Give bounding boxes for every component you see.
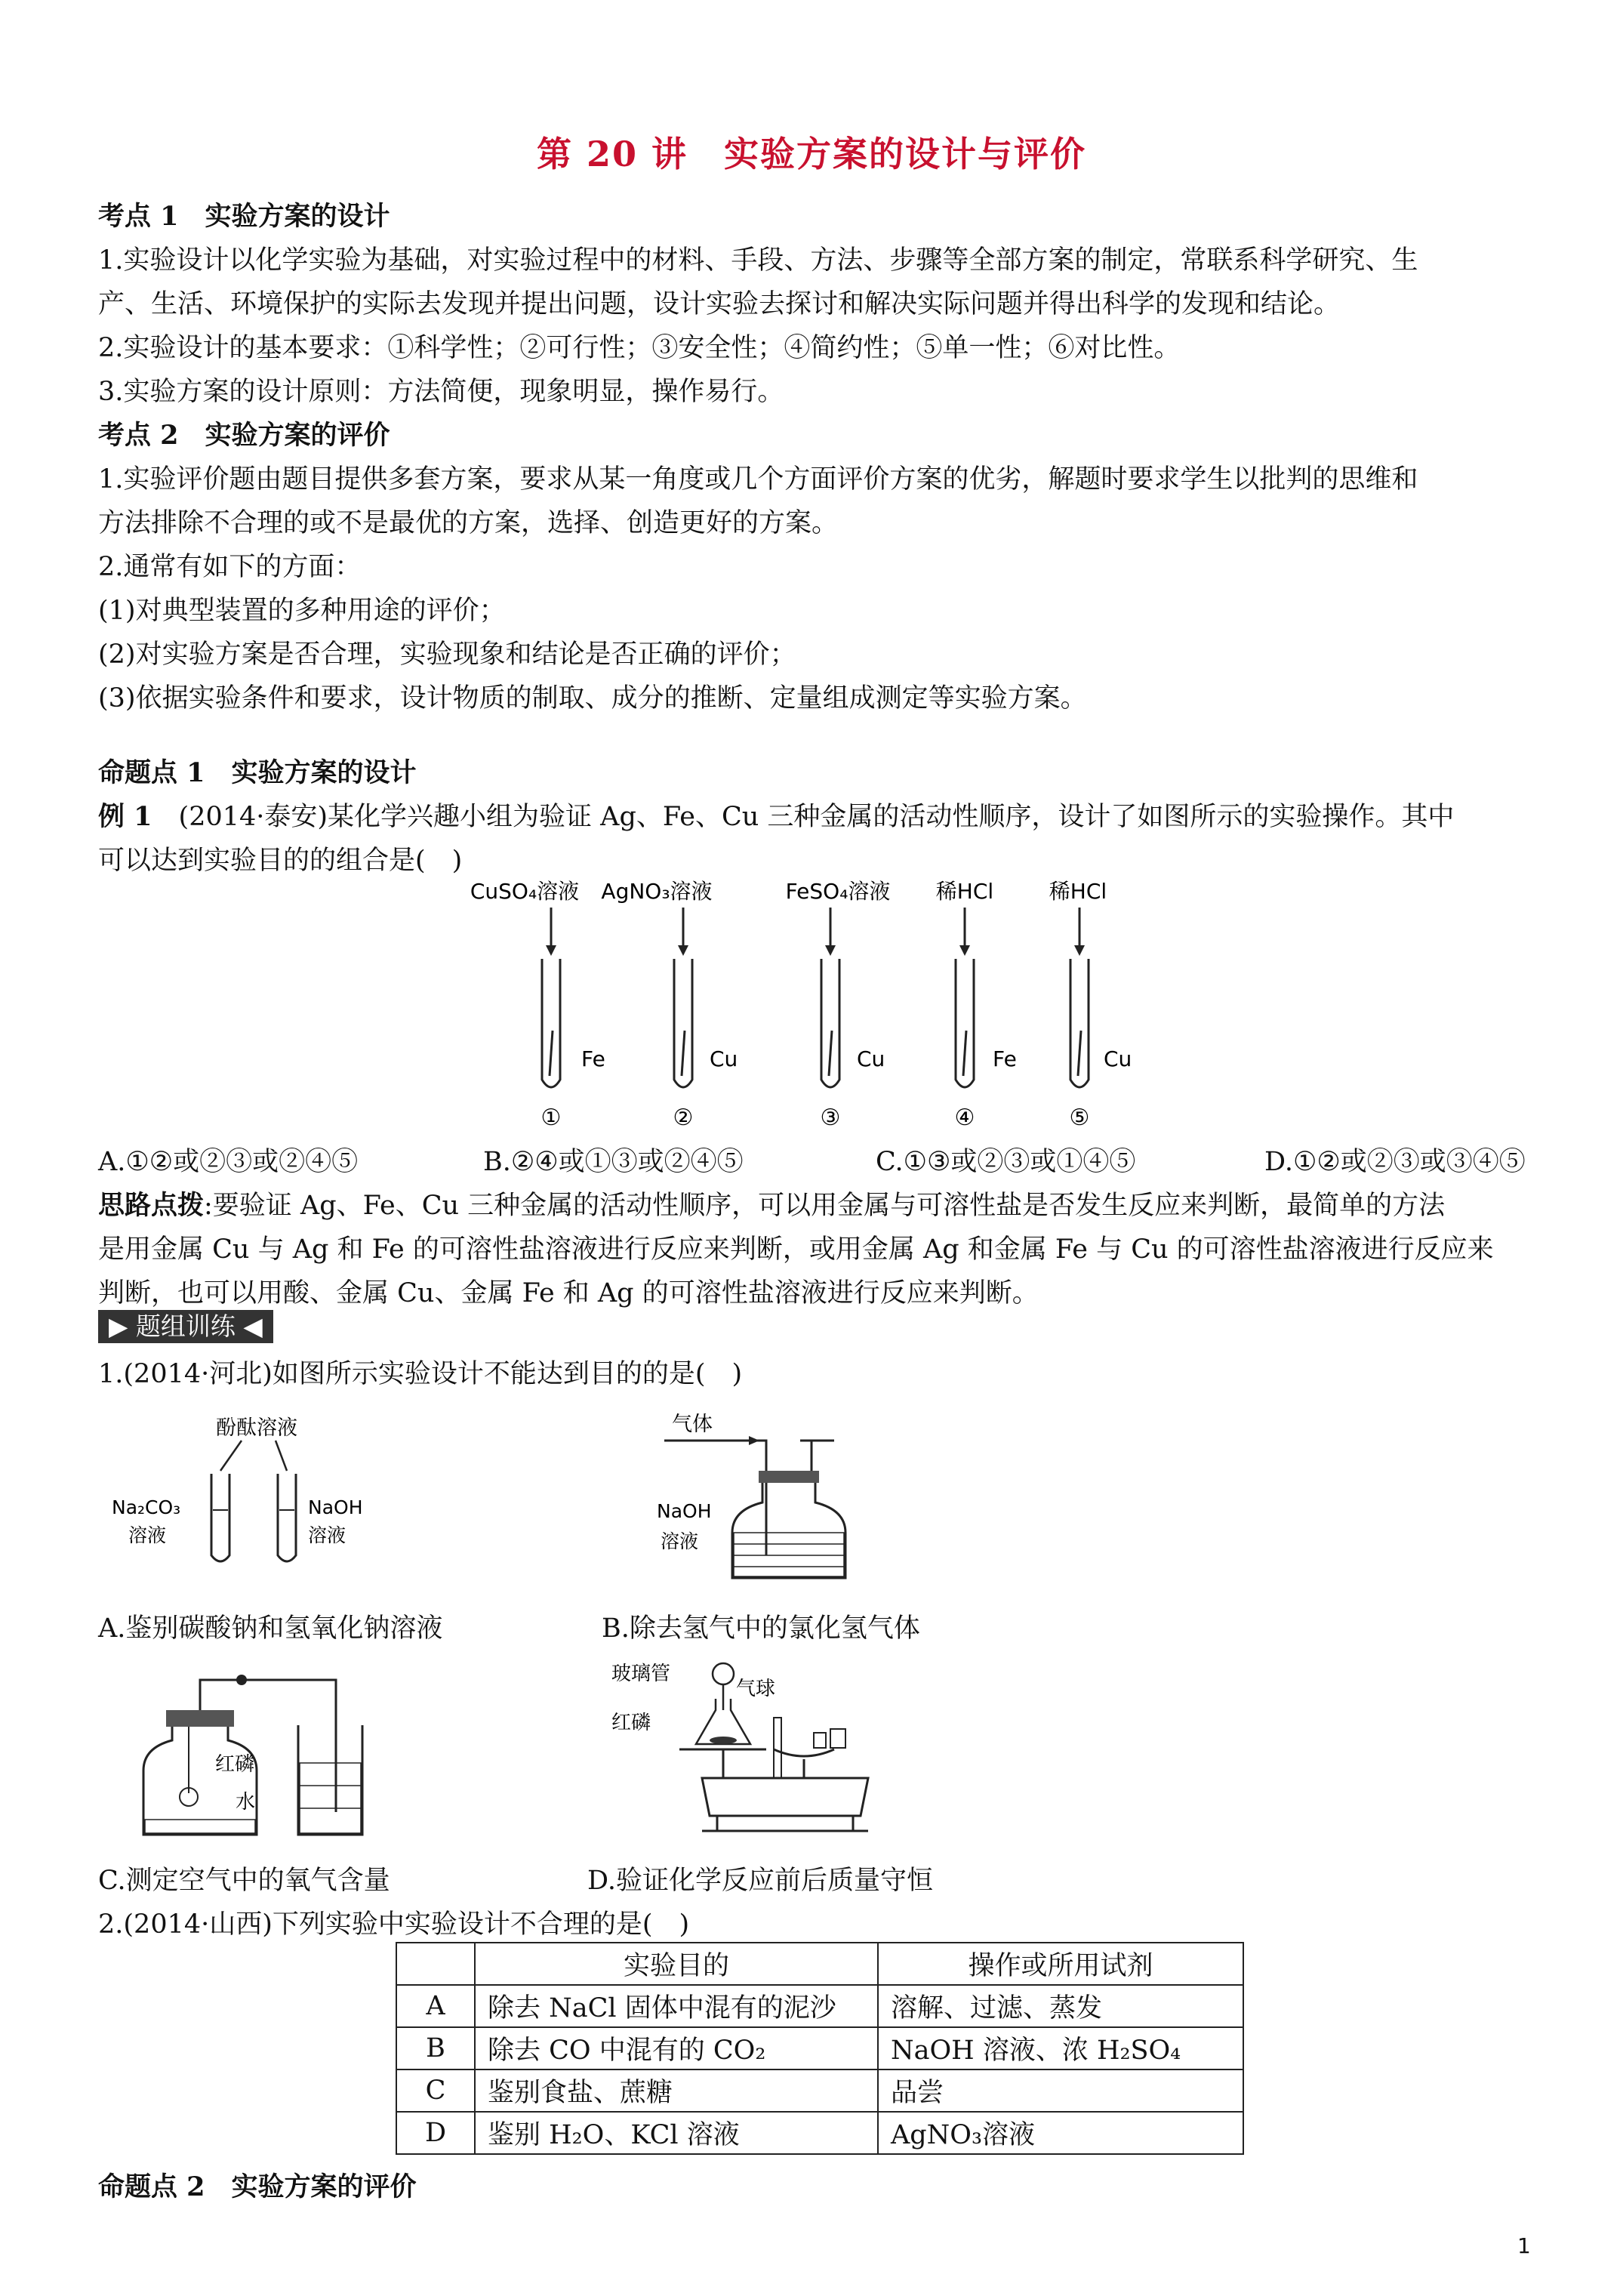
test-tube-1 (470, 879, 605, 1131)
test-tube-5 (1049, 879, 1132, 1131)
question-option-c: C.测定空气中的氧气含量 (98, 1866, 390, 1896)
question-option-a: A.鉴别碳酸钠和氢氧化钠溶液 (98, 1613, 443, 1644)
table-cell: NaOH 溶液、浓 H₂SO₄ (878, 2027, 1243, 2069)
section-heading-mtd2: 命题点 2 实验方案的评价 (98, 2171, 417, 2202)
table-cell: 鉴别食盐、蔗糖 (475, 2069, 878, 2112)
table-header-cell: 实验目的 (475, 1943, 878, 1985)
table-cell: 鉴别 H₂O、KCl 溶液 (475, 2112, 878, 2154)
paragraph-line: 1.实验评价题由题目提供多套方案，要求从某一角度或几个方面评价方案的优劣，解题时要求学生以批判的思维和 (98, 464, 1418, 495)
tube-number: ③ (820, 1105, 841, 1131)
table-header-cell (396, 1943, 475, 1985)
figure-a-right-label-2: 溶液 (308, 1524, 346, 1546)
paragraph-line: (1)对典型装置的多种用途的评价； (98, 596, 506, 626)
option-b: B.②④或①③或②④⑤ (483, 1147, 744, 1177)
table-row (396, 1985, 1243, 2027)
figure-d-tube-label: 玻璃管 (611, 1663, 671, 1685)
section-heading-mtd1: 命题点 1 实验方案的设计 (98, 757, 417, 788)
example-label: 例 1 (98, 801, 152, 832)
hint-label: 思路点拨 (98, 1190, 205, 1221)
figure-c-phosphorus-label: 红磷 (215, 1753, 255, 1776)
example-question-line: 可以达到实验目的的组合是( ) (98, 846, 463, 876)
tube-reagent-label: 稀HCl (935, 879, 994, 904)
paragraph-line: 2.实验设计的基本要求：①科学性；②可行性；③安全性；④简约性；⑤单一性；⑥对比性。 (98, 333, 1181, 363)
table-cell: D (396, 2112, 475, 2154)
tube-metal-label: Cu (857, 1046, 885, 1071)
figure-d-balloon-label: 气球 (736, 1678, 776, 1700)
figure-d-phosphorus-label: 红磷 (611, 1712, 651, 1734)
tube-reagent-label: FeSO₄溶液 (785, 879, 891, 904)
figure-d-mass-conservation (611, 1657, 898, 1838)
figure-b-solution-label: NaOH (657, 1500, 712, 1522)
tube-number: ④ (954, 1105, 975, 1131)
figure-a-right-label: NaOH (308, 1496, 363, 1518)
option-a: A.①②或②③或②④⑤ (98, 1147, 359, 1177)
question-stem: 1.(2014·河北)如图所示实验设计不能达到目的的是( ) (98, 1359, 743, 1389)
paragraph-line: 1.实验设计以化学实验为基础，对实验过程中的材料、手段、方法、步骤等全部方案的制定，常联系科学研究、生 (98, 245, 1418, 276)
table-cell: 除去 CO 中混有的 CO₂ (475, 2027, 878, 2069)
test-tubes-figure (470, 876, 1178, 1133)
page-title: 第 20 讲 实验方案的设计与评价 (536, 134, 1087, 174)
table-row (396, 2027, 1243, 2069)
question-2-table (396, 1942, 1244, 2155)
table-cell: A (396, 1985, 475, 2027)
test-tube-2 (601, 879, 738, 1131)
option-c: C.①③或②③或①④⑤ (876, 1147, 1136, 1177)
figure-b-gas-washing-bottle (649, 1404, 876, 1589)
table-cell: 溶解、过滤、蒸发 (878, 1985, 1243, 2027)
option-d: D.①②或②③或③④⑤ (1264, 1147, 1526, 1177)
paragraph-line: 3.实验方案的设计原则：方法简便，现象明显，操作易行。 (98, 377, 784, 407)
tube-reagent-label: CuSO₄溶液 (470, 879, 580, 904)
table-cell: C (396, 2069, 475, 2112)
tube-metal-label: Fe (993, 1046, 1017, 1071)
paragraph-line: 产、生活、环境保护的实际去发现并提出问题，设计实验去探讨和解决实际问题并得出科学的发现和结论。 (98, 289, 1341, 319)
figure-a-left-label: Na₂CO₃ (112, 1496, 181, 1518)
example-question-line (98, 795, 1532, 839)
tube-metal-label: Cu (1104, 1046, 1132, 1071)
table-cell: AgNO₃溶液 (878, 2112, 1243, 2154)
table-cell: 品尝 (878, 2069, 1243, 2112)
question-option-d: D.验证化学反应前后质量守恒 (587, 1866, 933, 1896)
hint-line: 判断，也可以用酸、金属 Cu、金属 Fe 和 Ag 的可溶性盐溶液进行反应来判断。 (98, 1278, 1039, 1308)
figure-c-oxygen-measurement (136, 1665, 370, 1838)
section-heading-kp1: 考点 1 实验方案的设计 (98, 201, 390, 232)
table-cell: B (396, 2027, 475, 2069)
page-number: 1 (1517, 2233, 1531, 2258)
figure-a-left-label-2: 溶液 (128, 1524, 167, 1546)
table-header-row (396, 1943, 1243, 1985)
tube-number: ⑤ (1069, 1105, 1090, 1131)
tube-reagent-label: AgNO₃溶液 (601, 879, 713, 904)
figure-a-top-label: 酚酞溶液 (216, 1416, 297, 1440)
tube-metal-label: Fe (581, 1046, 605, 1071)
tube-metal-label: Cu (710, 1046, 738, 1071)
section-heading-kp2: 考点 2 实验方案的评价 (98, 420, 390, 451)
training-tag-label: 题组训练 (135, 1311, 236, 1341)
table-cell: 除去 NaCl 固体中混有的泥沙 (475, 1985, 878, 2027)
paragraph-line: (3)依据实验条件和要求，设计物质的制取、成分的推断、定量组成测定等实验方案。 (98, 683, 1087, 713)
test-tube-3 (786, 879, 891, 1131)
test-tube-4 (936, 879, 1017, 1131)
question-stem: 2.(2014·山西)下列实验中实验设计不合理的是( ) (98, 1909, 690, 1940)
tube-reagent-label: 稀HCl (1049, 879, 1107, 904)
paragraph-line: 方法排除不合理的或不是最优的方案，选择、创造更好的方案。 (98, 508, 839, 538)
paragraph-line: (2)对实验方案是否合理，实验现象和结论是否正确的评价； (98, 639, 796, 670)
figure-b-solution-label-2: 溶液 (661, 1530, 699, 1552)
paragraph-line: 2.通常有如下的方面： (98, 552, 362, 582)
training-tag: ▶ 题组训练 ◀ (98, 1310, 273, 1343)
figure-a-phenolphthalein (106, 1412, 363, 1582)
example-text: (2014·泰安)某化学兴趣小组为验证 Ag、Fe、Cu 三种金属的活动性顺序，设计了如图所示的实验操作。其中 (152, 802, 1455, 832)
table-row (396, 2069, 1243, 2112)
table-row (396, 2112, 1243, 2154)
hint-line: 是用金属 Cu 与 Ag 和 Fe 的可溶性盐溶液进行反应来判断，或用金属 Ag 和金属 Fe 与 Cu 的可溶性盐溶液进行反应来 (98, 1234, 1494, 1265)
figure-b-gas-label: 气体 (672, 1413, 713, 1436)
hint-line (98, 1184, 1532, 1228)
figure-c-water-label: 水 (236, 1791, 256, 1814)
tube-number: ① (540, 1105, 562, 1131)
tube-number: ② (673, 1105, 694, 1131)
hint-text: :要验证 Ag、Fe、Cu 三种金属的活动性顺序，可以用金属与可溶性盐是否发生反应来判断，最简单的方法 (204, 1191, 1446, 1221)
table-header-cell: 操作或所用试剂 (878, 1943, 1243, 1985)
question-option-b: B.除去氢气中的氯化氢气体 (602, 1613, 920, 1644)
